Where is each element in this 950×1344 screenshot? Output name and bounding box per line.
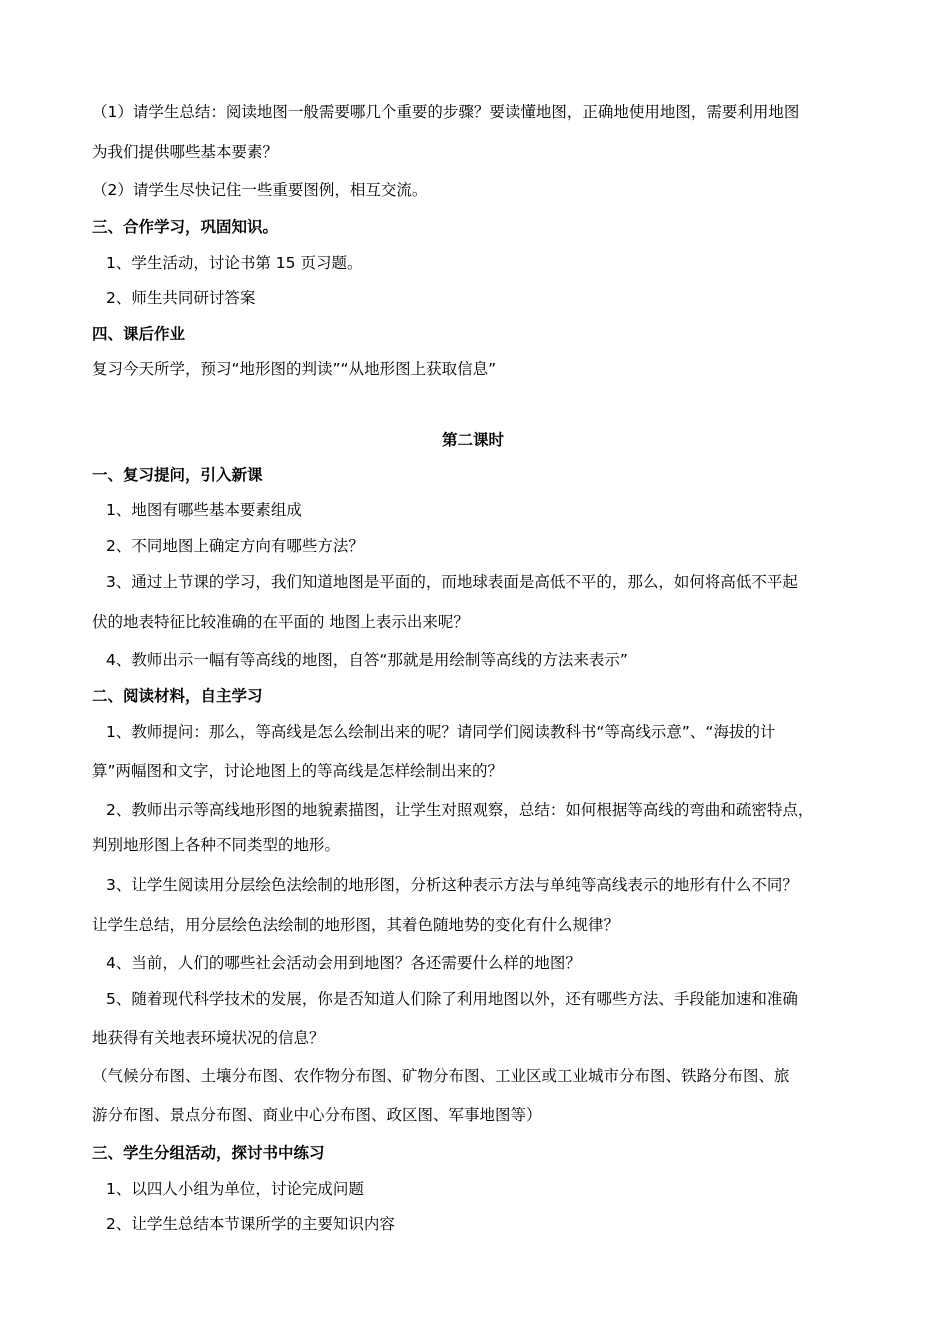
list-item-review-3-line-2: 伏的地表特征比较准确的在平面的 地图上表示出来呢？ — [92, 613, 469, 631]
paragraph-question-2: （2）请学生尽快记住一些重要图例，相互交流。 — [92, 181, 428, 199]
list-item-review-3-line-1: 3、通过上节课的学习，我们知道地图是平面的，而地球表面是高低不平的，那么，如何将高低不平起 — [106, 573, 798, 591]
list-item-activity-2: 2、师生共同研讨答案 — [106, 289, 256, 307]
list-item-reading-5-line-2: 地获得有关地表环境状况的信息？ — [92, 1029, 325, 1047]
map-types-line-2: 游分布图、景点分布图、商业中心分布图、政区图、军事地图等） — [92, 1106, 542, 1124]
list-item-review-4: 4、教师出示一幅有等高线的地图，自答“那就是用绘制等高线的方法来表示” — [106, 651, 628, 669]
list-item-reading-1-line-2: 算”两幅图和文字，讨论地图上的等高线是怎样绘制出来的？ — [92, 762, 504, 780]
list-item-reading-5-line-1: 5、随着现代科学技术的发展，你是否知道人们除了利用地图以外，还有哪些方法、手段能加速和准确 — [106, 990, 798, 1008]
paragraph-question-1-line-1: （1）请学生总结：阅读地图一般需要哪几个重要的步骤？要读懂地图，正确地使用地图，需要利用地图 — [92, 103, 800, 121]
list-item-reading-1-line-1: 1、教师提问：那么，等高线是怎么绘制出来的呢？请同学们阅读教科书“等高线示意”、“海拔的计 — [106, 723, 776, 741]
list-item-group-1: 1、以四人小组为单位，讨论完成问题 — [106, 1180, 364, 1198]
paragraph-homework: 复习今天所学，预习“地形图的判读”“从地形图上获取信息” — [92, 360, 497, 378]
paragraph-question-1-line-2: 为我们提供哪些基本要素？ — [92, 143, 279, 161]
list-item-reading-3-line-2: 让学生总结，用分层绘色法绘制的地形图，其着色随地势的变化有什么规律？ — [92, 916, 620, 934]
list-item-reading-3-line-1: 3、让学生阅读用分层绘色法绘制的地形图，分析这种表示方法与单纯等高线表示的地形有什么不同？ — [106, 876, 798, 894]
section-heading-review: 一、复习提问，引入新课 — [92, 466, 263, 484]
lesson-title: 第二课时 — [442, 431, 505, 449]
section-heading-homework: 四、课后作业 — [92, 325, 186, 343]
map-types-line-1: （气候分布图、土壤分布图、农作物分布图、矿物分布图、工业区或工业城市分布图、铁路分布图、旅 — [92, 1067, 790, 1085]
list-item-reading-2-line-2: 判别地形图上各种不同类型的地形。 — [92, 836, 341, 854]
list-item-reading-2-line-1: 2、教师出示等高线地形图的地貌素描图，让学生对照观察，总结：如何根据等高线的弯曲和疏密特点， — [106, 801, 814, 819]
list-item-activity-1: 1、学生活动，讨论书第 15 页习题。 — [106, 254, 363, 272]
section-heading-reading: 二、阅读材料，自主学习 — [92, 687, 263, 705]
list-item-group-2: 2、让学生总结本节课所学的主要知识内容 — [106, 1215, 395, 1233]
list-item-reading-4: 4、当前，人们的哪些社会活动会用到地图？各还需要什么样的地图？ — [106, 954, 581, 972]
list-item-review-2: 2、不同地图上确定方向有哪些方法？ — [106, 537, 364, 555]
list-item-review-1: 1、地图有哪些基本要素组成 — [106, 501, 302, 519]
section-heading-cooperative-learning: 三、合作学习，巩固知识。 — [92, 218, 279, 236]
section-heading-group-activity: 三、学生分组活动，探讨书中练习 — [92, 1144, 325, 1162]
